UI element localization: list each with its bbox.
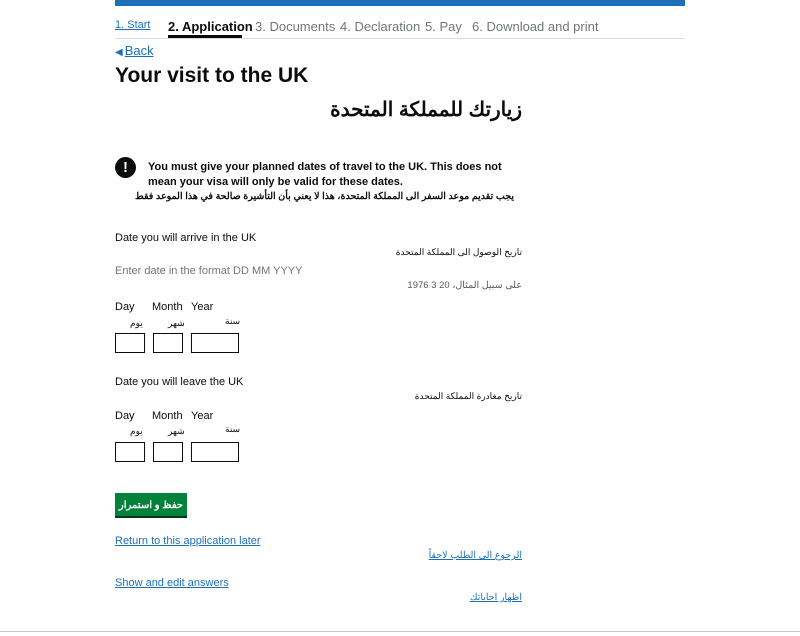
top-brand-bar — [115, 0, 685, 6]
departure-year-label: Year — [191, 410, 214, 422]
departure-day-label-arabic: يوم — [130, 426, 143, 436]
departure-year-label-arabic: سنة — [225, 424, 241, 434]
departure-month-label: Month — [152, 410, 183, 422]
departure-month-label-arabic: شهر — [168, 426, 185, 436]
departure-day-label: Day — [115, 410, 135, 422]
arrival-month-label: Month — [152, 301, 183, 313]
date-format-hint-arabic: على سبيل المثال، 20 3 1976 — [407, 280, 522, 291]
date-format-hint: Enter date in the format DD MM YYYY — [115, 265, 303, 277]
arrival-month-input[interactable] — [153, 333, 183, 353]
arrival-month-label-arabic: شهر — [168, 318, 185, 328]
step-application-current: 2. Application — [168, 19, 253, 34]
step-nav-divider — [115, 38, 685, 39]
return-later-link-arabic[interactable]: الرجوع الى الطلب لاحقاً — [428, 550, 522, 561]
arrival-day-label-arabic: يوم — [130, 318, 143, 328]
arrival-day-label: Day — [115, 301, 135, 313]
departure-date-label-arabic: تاريخ مغادرة المملكة المتحدة — [414, 391, 522, 401]
departure-day-input[interactable] — [115, 442, 145, 462]
step-declaration: 4. Declaration — [340, 19, 421, 34]
step-pay: 5. Pay — [425, 19, 462, 34]
arrival-date-label-arabic: تاريخ الوصول الى المملكة المتحدة — [395, 247, 522, 257]
step-start-link[interactable]: 1. Start — [115, 19, 151, 31]
save-and-continue-button[interactable]: حفظ و استمرار — [115, 493, 187, 518]
departure-date-label: Date you will leave the UK — [115, 376, 244, 388]
warning-icon: ! — [115, 157, 136, 178]
show-edit-answers-link-arabic[interactable]: اظهار اجاباتك — [469, 592, 522, 603]
arrival-year-input[interactable] — [191, 333, 239, 353]
back-arrow-icon: ◀ — [115, 47, 123, 58]
arrival-year-label: Year — [191, 301, 214, 313]
warning-text: You must give your planned dates of travel to the UK. This does not mean your visa will only be valid for these dates. — [148, 161, 502, 188]
show-edit-answers-link[interactable]: Show and edit answers — [115, 577, 229, 589]
departure-year-input[interactable] — [191, 442, 239, 462]
warning-text-arabic: يجب تقديم موعد السفر الى المملكة المتحدة، هذا لا يعني بأن التأشيرة صالحة في هذا الموعد فقط — [134, 191, 514, 202]
step-download-print: 6. Download and print — [472, 19, 599, 34]
back-link-label: Back — [124, 43, 154, 58]
bottom-divider — [0, 631, 800, 632]
page-title-arabic: زيارتك للمملكة المتحدة — [330, 99, 522, 121]
page-title: Your visit to the UK — [115, 64, 309, 87]
arrival-date-label: Date you will arrive in the UK — [115, 232, 257, 244]
step-documents: 3. Documents — [255, 19, 336, 34]
arrival-year-label-arabic: سنة — [225, 316, 241, 326]
return-later-link[interactable]: Return to this application later — [115, 535, 261, 547]
arrival-day-input[interactable] — [115, 333, 145, 353]
departure-month-input[interactable] — [153, 442, 183, 462]
back-link[interactable] — [115, 43, 154, 58]
